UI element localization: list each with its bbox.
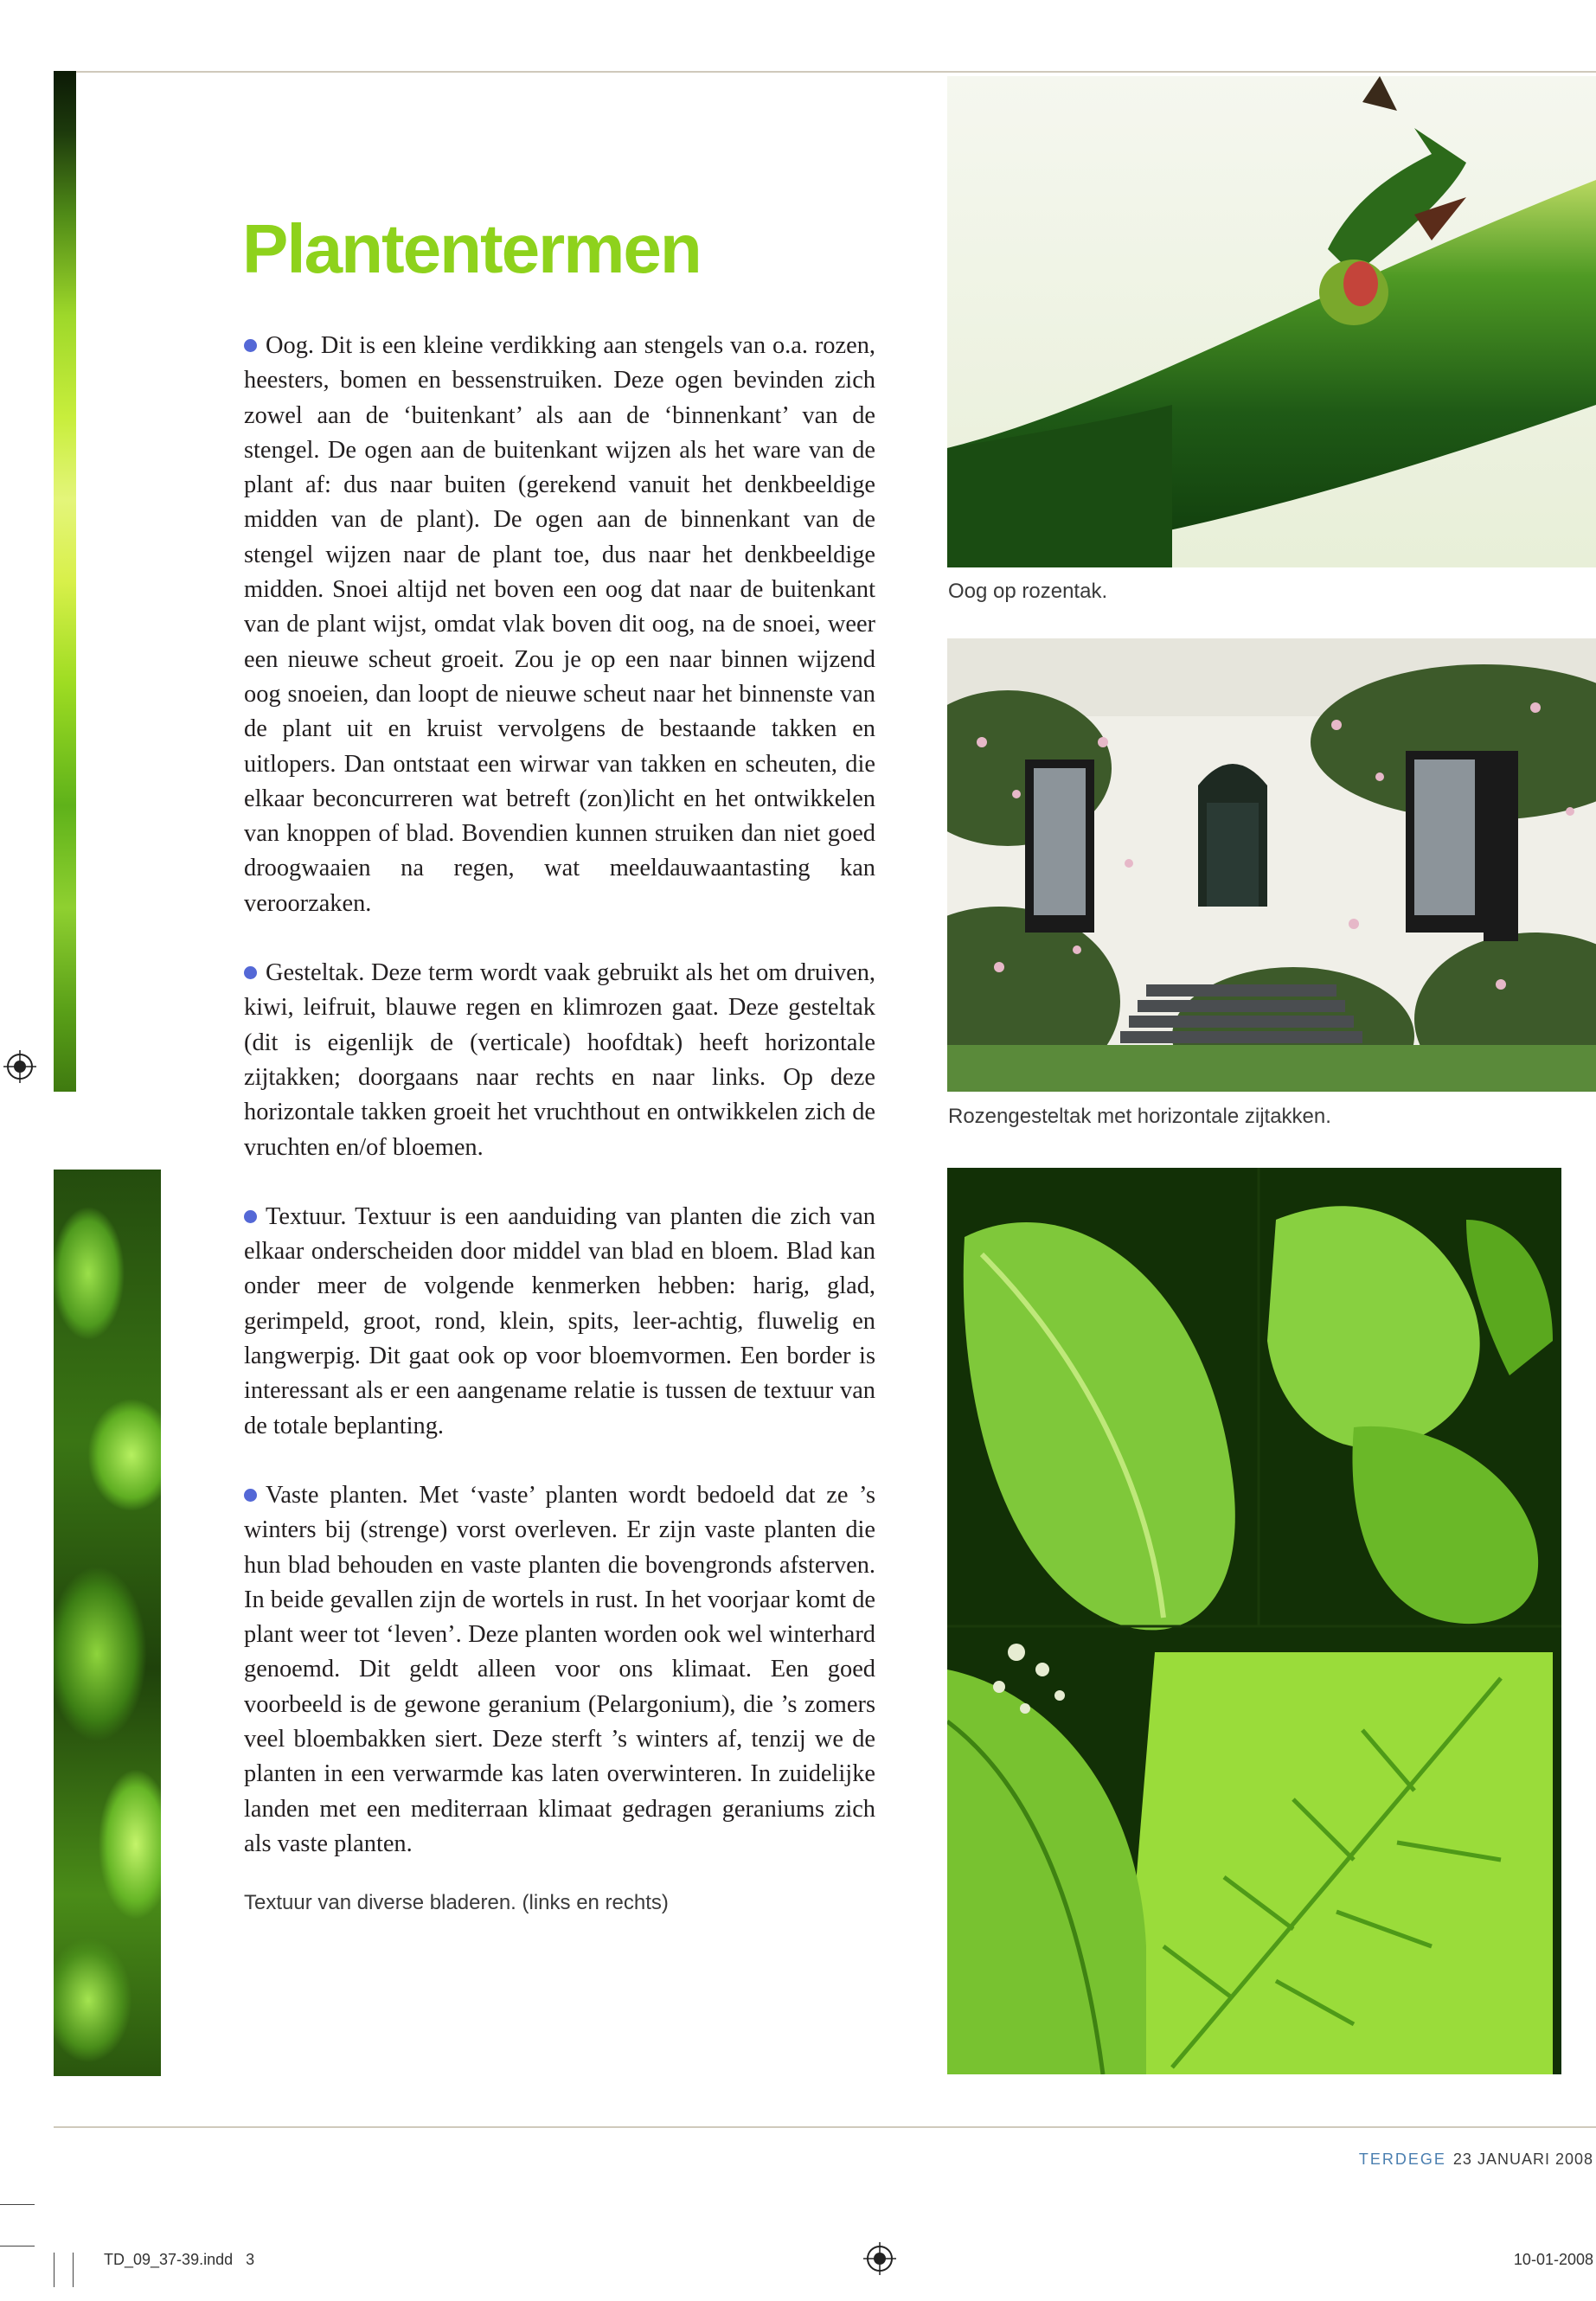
photo-house-climbing-roses	[947, 638, 1596, 1092]
left-strip-photo-top	[54, 71, 76, 1092]
crop-mark-v2	[73, 2253, 74, 2287]
caption-branch: Rozengesteltak met horizontale zijtakken.	[948, 1105, 1331, 1128]
footer-timestamp: 10-01-2008	[1513, 2251, 1593, 2268]
registration-mark-bottom-icon	[863, 2242, 896, 2275]
bullet-icon	[244, 966, 257, 979]
crop-mark-h	[0, 2204, 35, 2205]
bullet-icon	[244, 1210, 257, 1223]
paragraph-gesteltak	[244, 956, 875, 1165]
footer-publication	[1359, 2150, 1593, 2169]
paragraph-oog-text: Oog. Dit is een kleine verdikking aan stengels van o.a. rozen, heesters, bomen en bessenstruiken. Deze ogen bevinden zich zowel aan de ‘buitenkant’ als aan de ‘binnenkant’ van de stengel. De ogen aan de buitenkant wijzen als het ware van de plant af: dus naar buiten (gerekend vanuit het denkbeeldige midden van de plant). De ogen aan de binnenkant van de stengel wijzen naar de plant toe, dus naar het denkbeeldige midden. Snoei altijd net boven een oog dat naar de buitenkant van de plant wijst, omdat vlak boven dit oog, na de snoei, weer een nieuwe scheut groeit. Zou je op een naar binnen wijzend oog snoeien, dan loopt de nieuwe scheut naar het binnenste van de plant uit en kruist vervolgens de bestaande takken en uitlopers. Dan ontstaat een wirwar van takken en scheuten, die elkaar beconcurreren wat betreft (zon)licht en het ontwikkelen van knoppen of blad. Bovendien kunnen struiken dan niet goed droogwaaien na regen, wat meeldauwaantasting kan veroorzaken.	[244, 332, 875, 917]
crop-mark-h2	[0, 2246, 35, 2247]
footer-file-slug: TD_09_37-39.indd 3	[104, 2251, 255, 2268]
paragraph-gesteltak-text: Gesteltak. Deze term wordt vaak gebruikt als het om druiven, kiwi, leifruit, blauwe regen en klimrozen gaat. Deze gesteltak (dit is eigenlijk de (verticale) hoofdtak) heeft horizontale zijtakken; doorgaans naar rechts en naar links. Op deze horizontale takken groeit het vruchthout en ontwikkelen zich de vruchten en/of bloemen.	[244, 959, 875, 1161]
bottom-rule	[54, 2126, 1596, 2128]
registration-mark-icon	[3, 1050, 36, 1083]
bullet-icon	[244, 1489, 257, 1502]
bullet-icon	[244, 339, 257, 352]
top-rule	[54, 71, 1596, 73]
caption-texture: Textuur van diverse bladeren. (links en rechts)	[244, 1891, 669, 1915]
footer-date: 23 JANUARI 2008	[1452, 2150, 1593, 2168]
footer-brand: TERDEGE	[1358, 2150, 1446, 2168]
paragraph-vaste-planten-text: Vaste planten. Met ‘vaste’ planten wordt bedoeld dat ze ’s winters bij (strenge) vorst overleven. Er zijn vaste planten die hun blad behouden en vaste planten die bovengronds afsterven. In beide gevallen zijn de wortels in rust. In het voorjaar komt de plant weer tot ‘leven’. Deze planten worden ook wel winterhard genoemd. Dit geldt alleen voor ons klimaat. Een goed voorbeeld is de gewone geranium (Pelargonium), die ’s zomers veel bloembakken siert. Deze sterft ’s winters af, tenzij we de planten in een verwarmde kas laten overwinteren. In zuidelijke landen met een mediterraan klimaat gedragen geraniums zich als vaste planten.	[244, 1481, 875, 1857]
caption-eye: Oog op rozentak.	[948, 580, 1108, 603]
paragraph-textuur-text: Textuur. Textuur is een aanduiding van planten die zich van elkaar onderscheiden door middel van blad en bloem. Blad kan onder meer de volgende kenmerken hebben: harig, glad, gerimpeld, groot, rond, klein, spits, leer-achtig, fluwelig en langwerpig. Dit gaat ook op voor bloemvormen. Een border is interessant als er een aangename relatie is tussen de textuur van de totale beplanting.	[244, 1202, 875, 1439]
paragraph-textuur	[244, 1200, 875, 1444]
photo-leaf-textures	[947, 1168, 1561, 2074]
left-strip-photo-bottom	[54, 1170, 161, 2076]
article-body	[244, 329, 875, 1916]
paragraph-oog	[244, 329, 875, 921]
photo-rose-stem	[947, 76, 1596, 567]
article-title: Plantentermen	[242, 210, 701, 287]
paragraph-vaste-planten	[244, 1478, 875, 1862]
